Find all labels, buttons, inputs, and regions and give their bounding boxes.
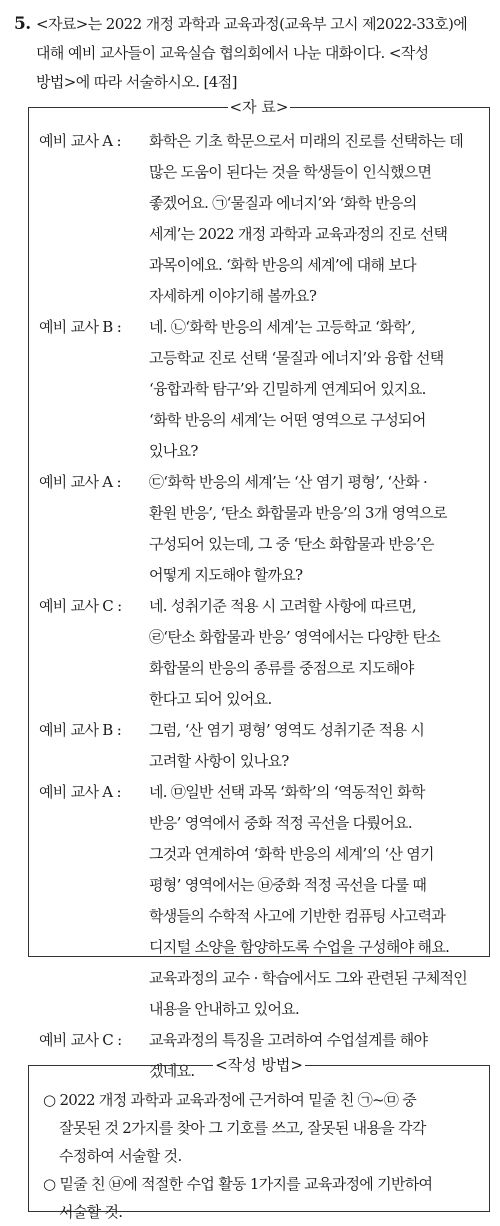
writing-method-line: 잘못된 것 2가지를 찾아 그 기호를 쓰고, 잘못된 내용을 각각	[59, 1119, 426, 1137]
data-box-title: <자 료>	[229, 98, 289, 116]
dialogue-line: 겠네요.	[149, 1062, 195, 1080]
writing-method-title: <작성 방법>	[215, 1056, 303, 1074]
dialogue-line: 네. 성취기준 적용 시 고려할 사항에 따르면,	[149, 597, 416, 615]
speaker-label: 예비 교사 A :	[39, 783, 121, 801]
speaker-label: 예비 교사 A :	[39, 132, 121, 150]
question-line: 방법>에 따라 서술하시오. [4점]	[36, 73, 237, 91]
writing-method-box	[28, 1056, 490, 1221]
writing-method-line: 서술할 것.	[59, 1203, 123, 1221]
dialogue-turn	[29, 467, 489, 591]
dialogue-line: 반응’ 영역에서 중화 적정 곡선을 다뤘어요.	[149, 814, 412, 832]
dialogue-line: 그것과 연계하여 ‘화학 반응의 세계’의 ‘산 염기	[149, 845, 434, 863]
dialogue-turn	[29, 777, 489, 1025]
dialogue-line: ‘화학 반응의 세계’는 어떤 영역으로 구성되어	[149, 411, 426, 429]
dialogue-line: 네. ㉡‘화학 반응의 세계’는 고등학교 ‘화학’,	[149, 318, 415, 336]
writing-method-line: ○ 2022 개정 과학과 교육과정에 근거하여 밑줄 친 ㉠~㉤ 중	[43, 1091, 417, 1109]
dialogue-line: 과목이에요. ‘화학 반응의 세계’에 대해 보다	[149, 256, 416, 274]
dialogue-line: 한다고 되어 있어요.	[149, 690, 272, 708]
dialogue-turn	[29, 126, 489, 312]
dialogue-line: 자세하게 이야기해 볼까요?	[149, 287, 317, 305]
dialogue-line: ㉣‘탄소 화합물과 반응’ 영역에서는 다양한 탄소	[149, 628, 440, 646]
dialogue-line: 네. ㉤일반 선택 과목 ‘화학’의 ‘역동적인 화학	[149, 783, 425, 801]
dialogue-line: 교육과정의 교수 · 학습에서도 그와 관련된 구체적인	[149, 969, 468, 987]
writing-method-line: ○ 밑줄 친 ㉥에 적절한 수업 활동 1가지를 교육과정에 기반하여	[43, 1175, 433, 1193]
speaker-label: 예비 교사 C :	[39, 1031, 122, 1049]
dialogue-line: 화합물의 반응의 종류를 중점으로 지도해야	[149, 659, 414, 677]
dialogue-line: 화학은 기초 학문으로서 미래의 진로를 선택하는 데	[149, 132, 464, 150]
question-line: <자료>는 2022 개정 과학과 교육과정(교육부 고시 제2022-33호)에	[36, 15, 468, 33]
dialogue-line: 환원 반응’, ‘탄소 화합물과 반응’의 3개 영역으로	[149, 504, 447, 522]
dialogue-line: 디지털 소양을 함양하도록 수업을 구성해야 해요.	[149, 938, 450, 956]
speaker-label: 예비 교사 C :	[39, 597, 122, 615]
dialogue-line: 세계’는 2022 개정 과학과 교육과정의 진로 선택	[149, 225, 448, 243]
question-line: 대해 예비 교사들이 교육실습 협의회에서 나눈 대화이다. <작성	[36, 44, 429, 62]
dialogue-turn	[29, 312, 489, 467]
dialogue-line: 그럼, ‘산 염기 평형’ 영역도 성취기준 적용 시	[149, 721, 425, 739]
dialogue-line: 내용을 안내하고 있어요.	[149, 1000, 300, 1018]
dialogue-line: 평형’ 영역에서는 ㉥중화 적정 곡선을 다룰 때	[149, 876, 427, 894]
dialogue-line: 고등학교 진로 선택 ‘물질과 에너지’와 융합 선택	[149, 349, 444, 367]
speaker-label: 예비 교사 A :	[39, 473, 121, 491]
dialogue	[29, 126, 489, 1087]
question-number: 5.	[14, 14, 31, 34]
dialogue-line: 좋겠어요. ㉠‘물질과 에너지’와 ‘화학 반응의	[149, 194, 417, 212]
dialogue-line: 학생들의 수학적 사고에 기반한 컴퓨팅 사고력과	[149, 907, 446, 925]
dialogue-line: 많은 도움이 된다는 것을 학생들이 인식했으면	[149, 163, 432, 181]
dialogue-line: 고려할 사항이 있나요?	[149, 752, 289, 770]
question-prompt	[14, 10, 490, 97]
writing-method-list	[29, 1086, 489, 1226]
dialogue-line: 구성되어 있는데, 그 중 ‘탄소 화합물과 반응’은	[149, 535, 434, 553]
dialogue-line: ㉢‘화학 반응의 세계’는 ‘산 염기 평형’, ‘산화 ·	[149, 473, 428, 491]
writing-method-line: 수정하여 서술할 것.	[59, 1147, 182, 1165]
dialogue-turn	[29, 715, 489, 777]
dialogue-turn	[29, 591, 489, 715]
speaker-label: 예비 교사 B :	[39, 318, 122, 336]
dialogue-line: 교육과정의 특징을 고려하여 수업설계를 해야	[149, 1031, 428, 1049]
dialogue-line: 어떻게 지도해야 할까요?	[149, 566, 303, 584]
speaker-label: 예비 교사 B :	[39, 721, 122, 739]
dialogue-line: ‘융합과학 탐구’와 긴밀하게 연계되어 있지요.	[149, 380, 426, 398]
dialogue-line: 있나요?	[149, 442, 198, 460]
